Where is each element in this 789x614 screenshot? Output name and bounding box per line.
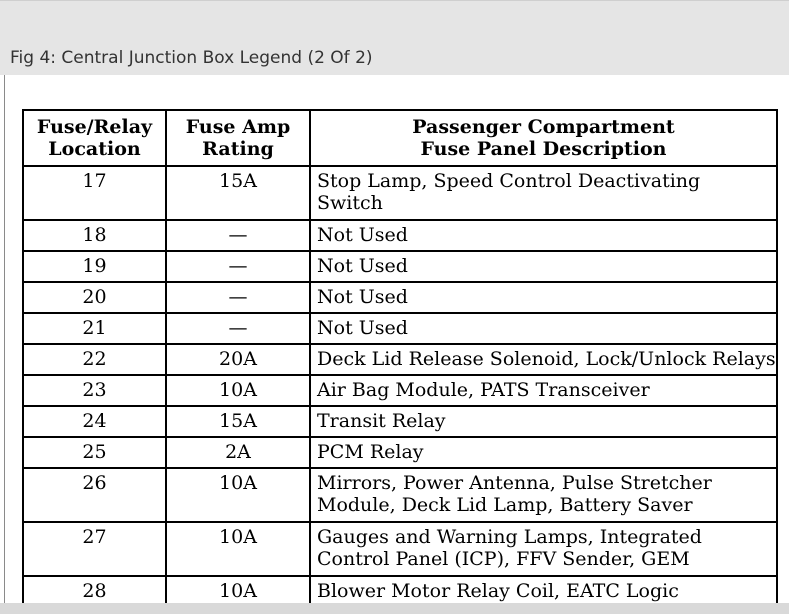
header-amp-line: Fuse Amp	[185, 116, 291, 138]
fuse-legend-table	[22, 109, 778, 608]
description-cell	[310, 468, 777, 522]
figure-header	[0, 0, 789, 75]
fuse-location-cell: 24	[23, 406, 166, 437]
description-cell	[310, 375, 777, 406]
description-line: Control Panel (ICP), FFV Sender, GEM	[317, 548, 690, 570]
amp-rating-cell: —	[166, 282, 310, 313]
amp-rating-cell: —	[166, 251, 310, 282]
fuse-location-cell: 21	[23, 313, 166, 344]
description-line: Not Used	[317, 255, 408, 277]
header-amp-line: Rating	[202, 138, 274, 160]
description-line: Module, Deck Lid Lamp, Battery Saver	[317, 494, 693, 516]
description-line: Not Used	[317, 286, 408, 308]
table-header-row	[23, 110, 777, 166]
header-location-line: Location	[48, 138, 141, 160]
amp-rating-cell: 2A	[166, 437, 310, 468]
description-line: Not Used	[317, 224, 408, 246]
header-description-line: Passenger Compartment	[412, 116, 675, 138]
fuse-location-cell: 26	[23, 468, 166, 522]
description-line: Not Used	[317, 317, 408, 339]
description-line: PCM Relay	[317, 441, 424, 463]
description-line: Mirrors, Power Antenna, Pulse Stretcher	[317, 472, 712, 494]
amp-rating-cell: 20A	[166, 344, 310, 375]
description-cell	[310, 344, 777, 375]
amp-rating-cell: —	[166, 313, 310, 344]
amp-rating-cell: 10A	[166, 576, 310, 607]
table-row	[23, 313, 777, 344]
table-row	[23, 522, 777, 576]
description-cell	[310, 313, 777, 344]
description-cell	[310, 406, 777, 437]
amp-rating-cell: —	[166, 220, 310, 251]
description-line: Switch	[317, 192, 383, 214]
bottom-scroll-edge	[0, 603, 789, 614]
header-description-line: Fuse Panel Description	[420, 138, 667, 160]
description-line: Stop Lamp, Speed Control Deactivating	[317, 170, 701, 192]
fuse-location-cell: 28	[23, 576, 166, 607]
amp-rating-cell: 15A	[166, 166, 310, 220]
table-row	[23, 220, 777, 251]
description-line: Air Bag Module, PATS Transceiver	[317, 379, 650, 401]
description-cell	[310, 251, 777, 282]
fuse-location-cell: 23	[23, 375, 166, 406]
amp-rating-cell: 15A	[166, 406, 310, 437]
header-location	[23, 110, 166, 166]
amp-rating-cell: 10A	[166, 468, 310, 522]
description-line: Blower Motor Relay Coil, EATC Logic	[317, 580, 679, 602]
figure-title: Fig 4: Central Junction Box Legend (2 Of 2)	[10, 48, 373, 68]
table-row	[23, 344, 777, 375]
table-row	[23, 406, 777, 437]
description-line: Gauges and Warning Lamps, Integrated	[317, 526, 702, 548]
table-row	[23, 468, 777, 522]
header-amp-rating	[166, 110, 310, 166]
description-line: Deck Lid Release Solenoid, Lock/Unlock Relays	[317, 348, 776, 370]
description-line: Transit Relay	[317, 410, 446, 432]
amp-rating-cell: 10A	[166, 522, 310, 576]
fuse-location-cell: 20	[23, 282, 166, 313]
description-cell	[310, 437, 777, 468]
table-row	[23, 166, 777, 220]
fuse-location-cell: 18	[23, 220, 166, 251]
description-cell	[310, 220, 777, 251]
description-cell	[310, 282, 777, 313]
header-description	[310, 110, 777, 166]
table-row	[23, 375, 777, 406]
fuse-location-cell: 22	[23, 344, 166, 375]
fuse-location-cell: 19	[23, 251, 166, 282]
amp-rating-cell: 10A	[166, 375, 310, 406]
table-row	[23, 437, 777, 468]
description-cell	[310, 522, 777, 576]
fuse-location-cell: 17	[23, 166, 166, 220]
fuse-location-cell: 25	[23, 437, 166, 468]
fuse-location-cell: 27	[23, 522, 166, 576]
left-divider	[4, 75, 5, 614]
table-row	[23, 251, 777, 282]
description-cell	[310, 166, 777, 220]
table-row	[23, 282, 777, 313]
header-location-line: Fuse/Relay	[36, 116, 153, 138]
